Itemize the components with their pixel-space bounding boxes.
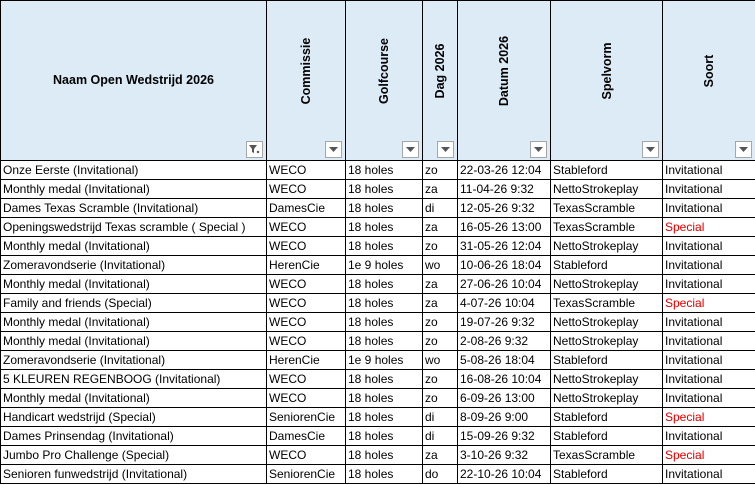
- cell-commissie[interactable]: WECO: [267, 180, 346, 199]
- cell-datum[interactable]: 3-10-26 9:32: [458, 446, 551, 465]
- cell-spelvorm[interactable]: Stableford: [551, 408, 663, 427]
- table-row: [1, 370, 755, 389]
- cell-soort[interactable]: Invitational: [663, 351, 755, 370]
- cell-dag[interactable]: za: [423, 275, 458, 294]
- cell-commissie[interactable]: WECO: [267, 446, 346, 465]
- cell-spelvorm[interactable]: Stableford: [551, 161, 663, 180]
- cell-dag[interactable]: wo: [423, 256, 458, 275]
- cell-spelvorm[interactable]: NettoStrokeplay: [551, 180, 663, 199]
- cell-commissie[interactable]: WECO: [267, 294, 346, 313]
- cell-dag[interactable]: zo: [423, 370, 458, 389]
- cell-naam[interactable]: Monthly medal (Invitational): [1, 313, 267, 332]
- cell-soort[interactable]: Invitational: [663, 313, 755, 332]
- cell-naam[interactable]: Onze Eerste (Invitational): [1, 161, 267, 180]
- cell-soort[interactable]: Invitational: [663, 180, 755, 199]
- cell-datum[interactable]: 16-08-26 10:04: [458, 370, 551, 389]
- cell-dag[interactable]: za: [423, 218, 458, 237]
- cell-soort[interactable]: Invitational: [663, 370, 755, 389]
- cell-golfcourse[interactable]: 18 holes: [346, 161, 423, 180]
- cell-spelvorm[interactable]: NettoStrokeplay: [551, 370, 663, 389]
- header-naam[interactable]: [1, 1, 267, 161]
- cell-naam[interactable]: Monthly medal (Invitational): [1, 180, 267, 199]
- cell-datum[interactable]: 2-08-26 9:32: [458, 332, 551, 351]
- cell-dag[interactable]: zo: [423, 161, 458, 180]
- cell-naam[interactable]: Jumbo Pro Challenge (Special): [1, 446, 267, 465]
- cell-spelvorm[interactable]: Stableford: [551, 351, 663, 370]
- cell-commissie[interactable]: HerenCie: [267, 351, 346, 370]
- cell-naam[interactable]: Dames Texas Scramble (Invitational): [1, 199, 267, 218]
- cell-dag[interactable]: zo: [423, 237, 458, 256]
- cell-commissie[interactable]: WECO: [267, 389, 346, 408]
- header-soort[interactable]: [663, 1, 755, 161]
- cell-dag[interactable]: wo: [423, 351, 458, 370]
- cell-spelvorm[interactable]: TexasScramble: [551, 446, 663, 465]
- cell-naam[interactable]: Zomeravondserie (Invitational): [1, 256, 267, 275]
- header-dag[interactable]: [423, 1, 458, 161]
- cell-dag[interactable]: do: [423, 465, 458, 484]
- cell-datum[interactable]: 6-09-26 13:00: [458, 389, 551, 408]
- header-spelvorm[interactable]: [551, 1, 663, 161]
- cell-dag[interactable]: di: [423, 427, 458, 446]
- cell-golfcourse[interactable]: 18 holes: [346, 370, 423, 389]
- cell-naam[interactable]: Handicart wedstrijd (Special): [1, 408, 267, 427]
- cell-soort[interactable]: Invitational: [663, 332, 755, 351]
- cell-datum[interactable]: 15-09-26 9:32: [458, 427, 551, 446]
- table-row: [1, 275, 755, 294]
- cell-golfcourse[interactable]: 18 holes: [346, 427, 423, 446]
- table-row: [1, 446, 755, 465]
- cell-naam[interactable]: Dames Prinsendag (Invitational): [1, 427, 267, 446]
- header-row: [1, 1, 755, 161]
- cell-commissie[interactable]: HerenCie: [267, 256, 346, 275]
- cell-naam[interactable]: Monthly medal (Invitational): [1, 275, 267, 294]
- cell-soort[interactable]: Invitational: [663, 199, 755, 218]
- header-spelvorm-label: Spelvorm: [599, 42, 614, 100]
- cell-commissie[interactable]: WECO: [267, 370, 346, 389]
- table-row: [1, 294, 755, 313]
- cell-commissie[interactable]: SeniorenCie: [267, 465, 346, 484]
- cell-spelvorm[interactable]: NettoStrokeplay: [551, 237, 663, 256]
- cell-golfcourse[interactable]: 18 holes: [346, 408, 423, 427]
- cell-spelvorm[interactable]: Stableford: [551, 256, 663, 275]
- cell-golfcourse[interactable]: 18 holes: [346, 332, 423, 351]
- cell-golfcourse[interactable]: 18 holes: [346, 389, 423, 408]
- table-row: [1, 465, 755, 484]
- cell-spelvorm[interactable]: Stableford: [551, 465, 663, 484]
- cell-dag[interactable]: di: [423, 408, 458, 427]
- cell-spelvorm[interactable]: NettoStrokeplay: [551, 313, 663, 332]
- cell-naam[interactable]: Senioren funwedstrijd (Invitational): [1, 465, 267, 484]
- cell-commissie[interactable]: DamesCie: [267, 199, 346, 218]
- cell-datum[interactable]: 5-08-26 18:04: [458, 351, 551, 370]
- cell-naam[interactable]: Family and friends (Special): [1, 294, 267, 313]
- table-row: [1, 199, 755, 218]
- cell-commissie[interactable]: WECO: [267, 275, 346, 294]
- cell-naam[interactable]: Openingswedstrijd Texas scramble ( Special ): [1, 218, 267, 237]
- cell-commissie[interactable]: WECO: [267, 332, 346, 351]
- cell-golfcourse[interactable]: 18 holes: [346, 446, 423, 465]
- cell-spelvorm[interactable]: Stableford: [551, 427, 663, 446]
- table-row: [1, 427, 755, 446]
- cell-soort[interactable]: Special: [663, 218, 755, 237]
- cell-dag[interactable]: za: [423, 180, 458, 199]
- header-datum-label: Datum 2026: [497, 35, 511, 107]
- filter-active-icon[interactable]: [246, 141, 263, 158]
- header-golfcourse[interactable]: [346, 1, 423, 161]
- filter-dropdown-icon[interactable]: [402, 141, 419, 158]
- table-row: [1, 237, 755, 256]
- cell-golfcourse[interactable]: 18 holes: [346, 465, 423, 484]
- cell-commissie[interactable]: WECO: [267, 218, 346, 237]
- table-row: [1, 408, 755, 427]
- header-datum[interactable]: [458, 1, 551, 161]
- filter-dropdown-icon[interactable]: [530, 141, 547, 158]
- cell-soort[interactable]: Invitational: [663, 237, 755, 256]
- table-row: [1, 389, 755, 408]
- cell-dag[interactable]: zo: [423, 389, 458, 408]
- header-naam-label: Naam Open Wedstrijd 2026: [53, 73, 214, 87]
- cell-golfcourse[interactable]: 18 holes: [346, 237, 423, 256]
- filter-dropdown-icon[interactable]: [437, 141, 454, 158]
- table-row: [1, 332, 755, 351]
- header-dag-label: Dag 2026: [433, 43, 447, 99]
- filter-dropdown-icon[interactable]: [735, 141, 752, 158]
- cell-dag[interactable]: zo: [423, 313, 458, 332]
- cell-dag[interactable]: di: [423, 199, 458, 218]
- header-commissie[interactable]: [267, 1, 346, 161]
- cell-datum[interactable]: 16-05-26 13:00: [458, 218, 551, 237]
- cell-datum[interactable]: 8-09-26 9:00: [458, 408, 551, 427]
- cell-soort[interactable]: Special: [663, 408, 755, 427]
- header-golfcourse-label: Golfcourse: [377, 38, 391, 104]
- cell-golfcourse[interactable]: 18 holes: [346, 275, 423, 294]
- cell-datum[interactable]: 22-03-26 12:04: [458, 161, 551, 180]
- cell-soort[interactable]: Invitational: [663, 465, 755, 484]
- cell-naam[interactable]: Monthly medal (Invitational): [1, 237, 267, 256]
- table-row: [1, 218, 755, 237]
- cell-naam[interactable]: 5 KLEUREN REGENBOOG (Invitational): [1, 370, 267, 389]
- cell-golfcourse[interactable]: 18 holes: [346, 218, 423, 237]
- cell-commissie[interactable]: WECO: [267, 313, 346, 332]
- table-row: [1, 351, 755, 370]
- cell-golfcourse[interactable]: 1e 9 holes: [346, 351, 423, 370]
- cell-soort[interactable]: Invitational: [663, 256, 755, 275]
- cell-datum[interactable]: 31-05-26 12:04: [458, 237, 551, 256]
- cell-spelvorm[interactable]: NettoStrokeplay: [551, 275, 663, 294]
- cell-dag[interactable]: za: [423, 446, 458, 465]
- header-soort-label: Soort: [702, 54, 716, 88]
- cell-soort[interactable]: Special: [663, 294, 755, 313]
- cell-golfcourse[interactable]: 1e 9 holes: [346, 256, 423, 275]
- filter-dropdown-icon[interactable]: [325, 141, 342, 158]
- cell-golfcourse[interactable]: 18 holes: [346, 294, 423, 313]
- cell-spelvorm[interactable]: TexasScramble: [551, 294, 663, 313]
- cell-naam[interactable]: Monthly medal (Invitational): [1, 389, 267, 408]
- cell-datum[interactable]: 19-07-26 9:32: [458, 313, 551, 332]
- cell-datum[interactable]: 27-06-26 10:04: [458, 275, 551, 294]
- cell-commissie[interactable]: SeniorenCie: [267, 408, 346, 427]
- cell-soort[interactable]: Invitational: [663, 427, 755, 446]
- header-commissie-label: Commissie: [299, 37, 313, 105]
- cell-golfcourse[interactable]: 18 holes: [346, 199, 423, 218]
- cell-datum[interactable]: 12-05-26 9:32: [458, 199, 551, 218]
- cell-dag[interactable]: za: [423, 294, 458, 313]
- cell-spelvorm[interactable]: NettoStrokeplay: [551, 389, 663, 408]
- cell-golfcourse[interactable]: 18 holes: [346, 180, 423, 199]
- cell-golfcourse[interactable]: 18 holes: [346, 313, 423, 332]
- cell-commissie[interactable]: WECO: [267, 237, 346, 256]
- cell-commissie[interactable]: WECO: [267, 161, 346, 180]
- cell-naam[interactable]: Zomeravondserie (Invitational): [1, 351, 267, 370]
- cell-spelvorm[interactable]: TexasScramble: [551, 199, 663, 218]
- cell-datum[interactable]: 22-10-26 10:04: [458, 465, 551, 484]
- cell-soort[interactable]: Invitational: [663, 275, 755, 294]
- cell-soort[interactable]: Invitational: [663, 389, 755, 408]
- table-row: [1, 256, 755, 275]
- cell-datum[interactable]: 4-07-26 10:04: [458, 294, 551, 313]
- cell-naam[interactable]: Monthly medal (Invitational): [1, 332, 267, 351]
- table-row: [1, 313, 755, 332]
- table-body: [1, 161, 755, 484]
- cell-datum[interactable]: 11-04-26 9:32: [458, 180, 551, 199]
- cell-dag[interactable]: zo: [423, 332, 458, 351]
- cell-spelvorm[interactable]: TexasScramble: [551, 218, 663, 237]
- cell-spelvorm[interactable]: NettoStrokeplay: [551, 332, 663, 351]
- cell-soort[interactable]: Special: [663, 446, 755, 465]
- cell-soort[interactable]: Invitational: [663, 161, 755, 180]
- filter-dropdown-icon[interactable]: [642, 141, 659, 158]
- cell-datum[interactable]: 10-06-26 18:04: [458, 256, 551, 275]
- table-row: [1, 161, 755, 180]
- table-row: [1, 180, 755, 199]
- cell-commissie[interactable]: DamesCie: [267, 427, 346, 446]
